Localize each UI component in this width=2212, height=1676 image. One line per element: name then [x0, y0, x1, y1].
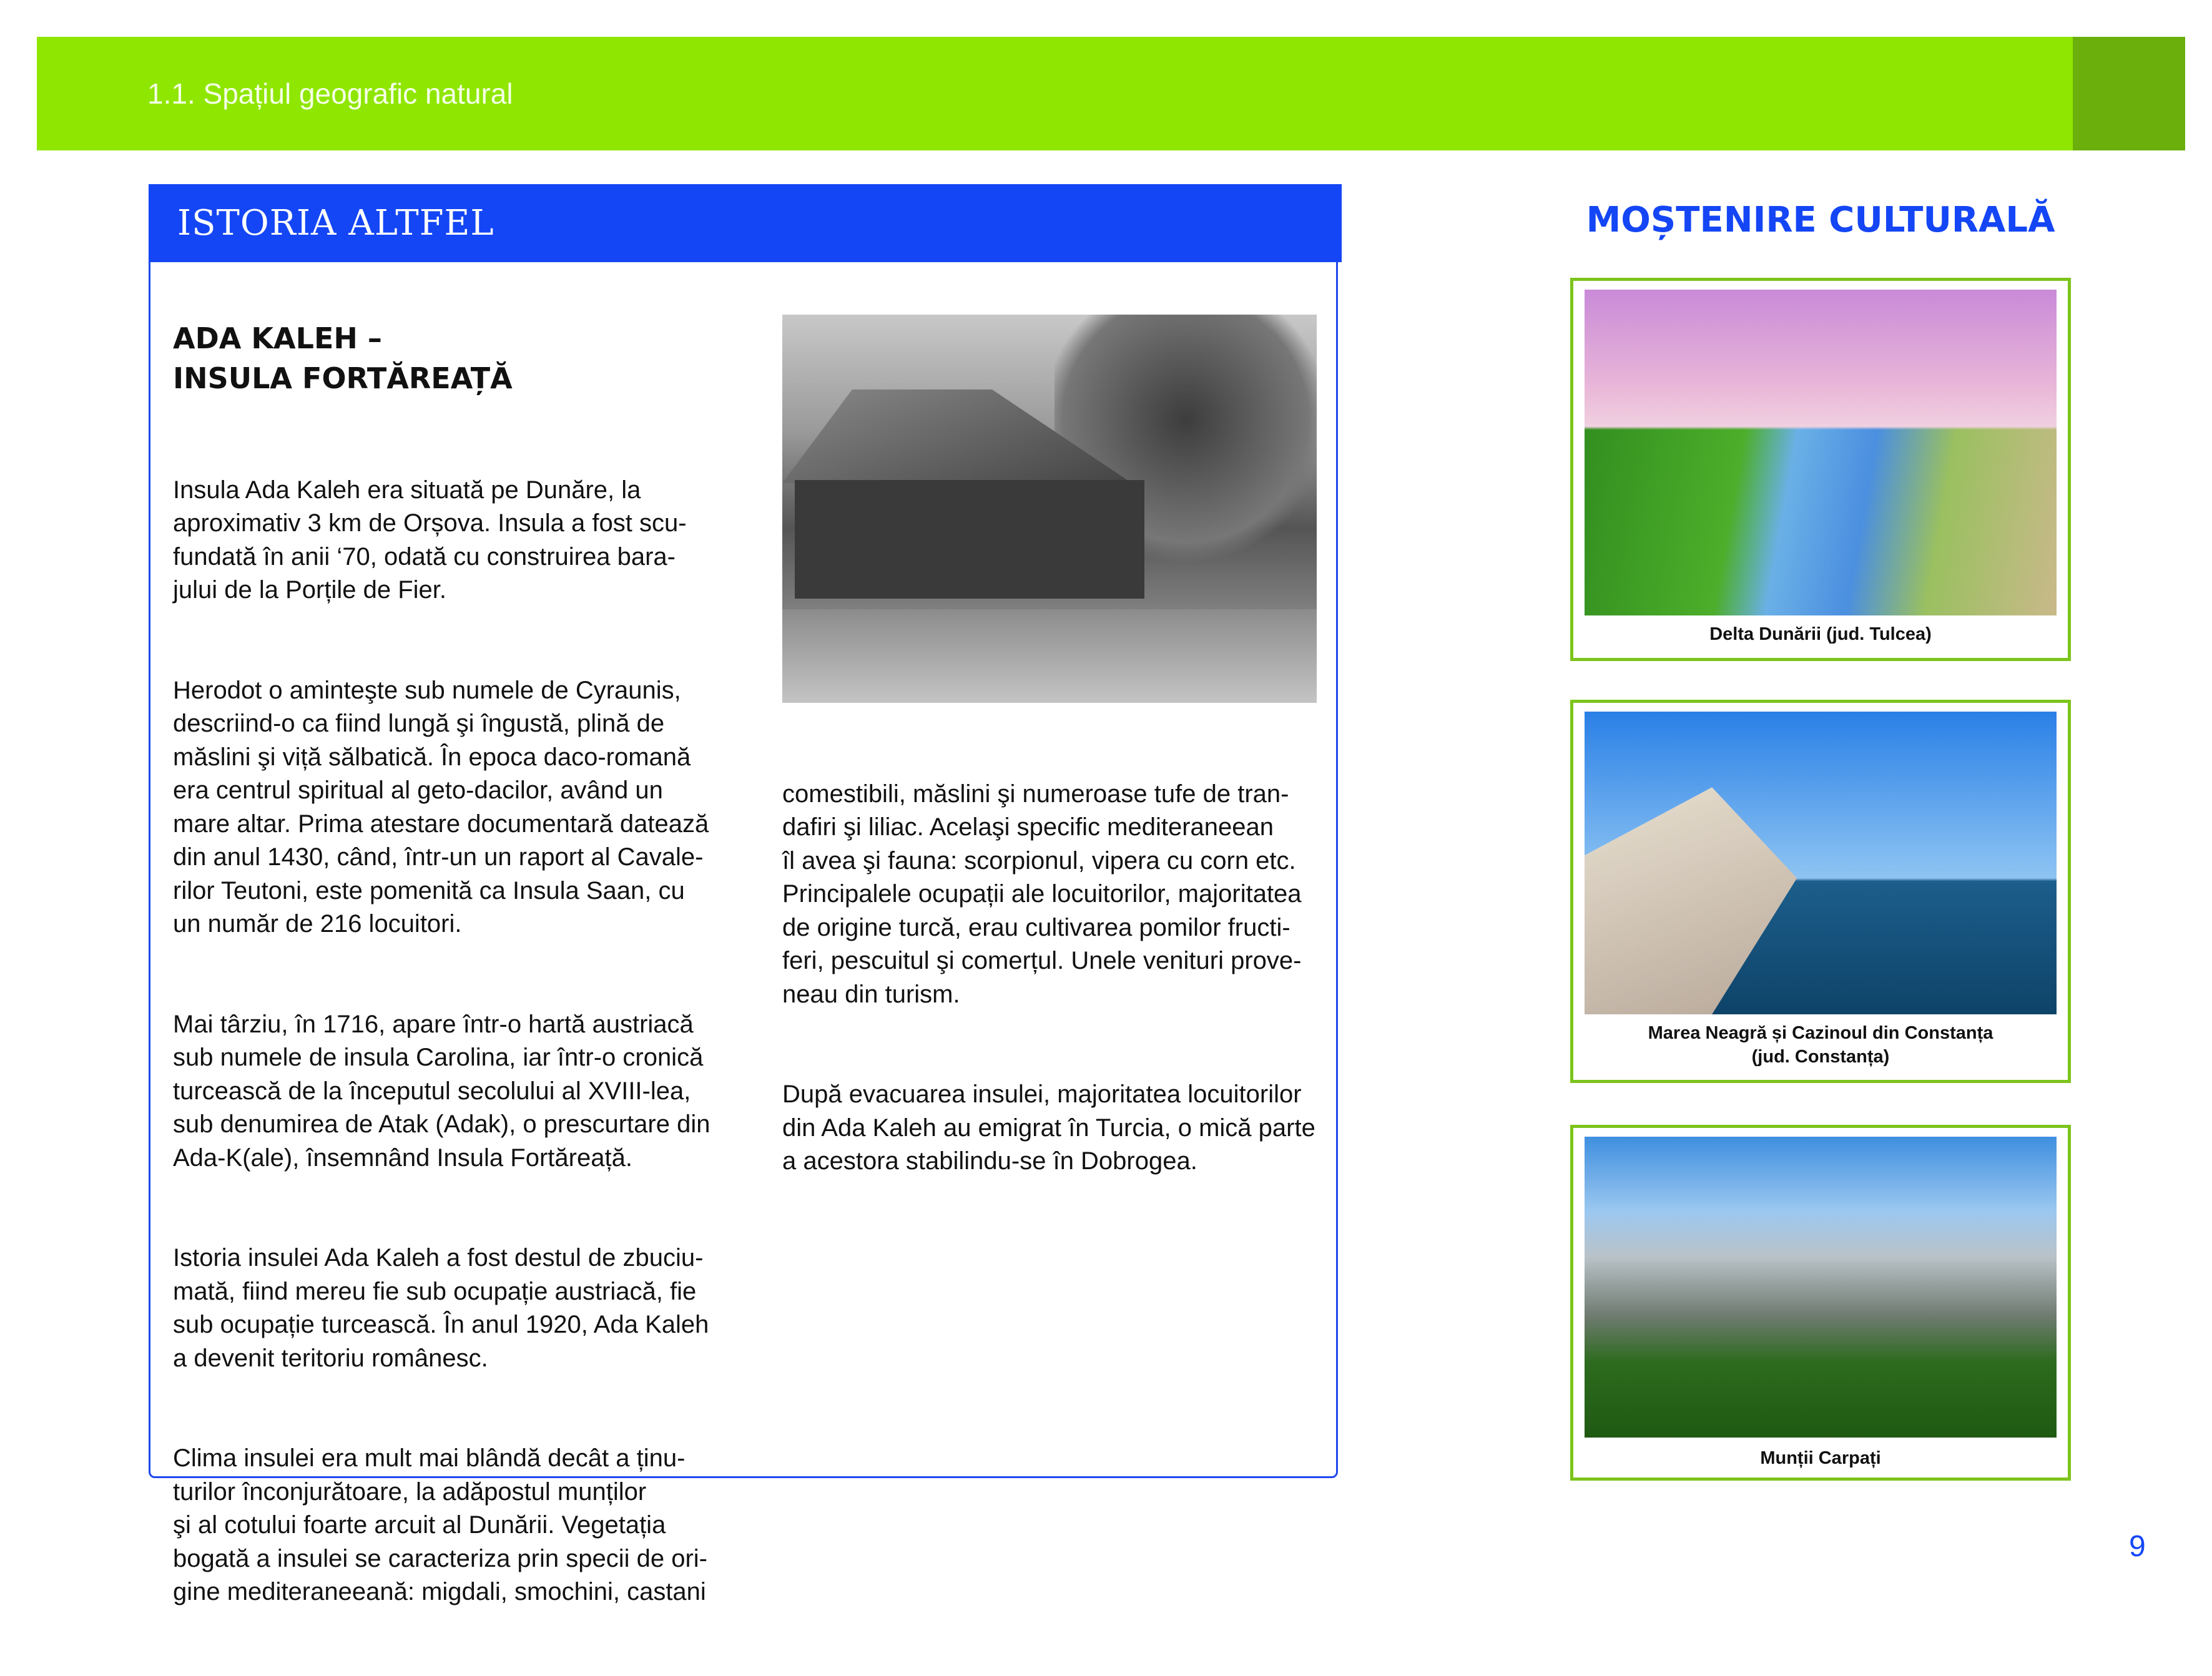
- article-heading: ADA KALEH – INSULA FORTĂREAȚĂ: [173, 321, 513, 395]
- photo-ground: [782, 609, 1317, 703]
- history-box-title: ISTORIA ALTFEL: [177, 203, 494, 243]
- card-caption: Marea Neagră și Cazinoul din Constanța (jud. Constanța): [1648, 1023, 1993, 1067]
- cultural-heritage-title: MOȘTENIRE CULTURALĂ: [1586, 200, 2055, 240]
- paragraph: Mai târziu, în 1716, apare într-o hartă austriacă sub numele de insula Carolina, iar într-o cronică turcească de la începutul secolului al XVIII-lea, sub denumirea de Atak (Adak), o prescurtare din Ada-K(ale), însemnând Insula Fortăreață.: [173, 1010, 710, 1172]
- paragraph: După evacuarea insulei, majoritatea locuitorilor din Ada Kaleh au emigrat în Turcia, o mică parte a acestora stabilindu-se în Dobrogea.: [782, 1081, 1315, 1175]
- paragraph: Istoria insulei Ada Kaleh a fost destul de zbuciu- mată, fiind mereu fie sub ocupație austriacă, fie sub ocupație turcească. În anul 1920, Ada Kaleh a devenit teritoriu românesc.: [173, 1244, 709, 1372]
- carpathian-mountains-image: [1585, 1137, 2057, 1438]
- paragraph: Herodot o aminteşte sub numele de Cyraunis, descriind-o ca fiind lungă şi îngustă, plină de măslini şi viță sălbatică. În epoca daco-romană era centrul spiritual al geto-dacilor, având un mare altar. Prima atestare documentară datează din anul 1430, când, într-un un raport al Cavale- rilor Teutoni, este pomenită ca Insula Saan, cu un număr de 216 locuitori.: [173, 676, 709, 938]
- history-box-header: [149, 184, 1342, 262]
- constanta-casino-image: [1585, 712, 2057, 1014]
- paragraph: comestibili, măslini şi numeroase tufe de tran- dafiri şi liliac. Acelaşi specific mediteraneean îl avea şi fauna: scorpionul, vipera cu corn etc. Principalele ocupații ale locuitorilor, majoritatea de origine turcă, erau cultivarea pomilor fructi- feri, pescuitul şi comerțul. Unele venituri prove- neau din turism.: [782, 780, 1302, 1008]
- header-accent-square: [2073, 37, 2185, 150]
- photo-house: [795, 480, 1144, 599]
- card-caption: Delta Dunării (jud. Tulcea): [1709, 624, 1932, 644]
- card-caption: Munții Carpați: [1760, 1448, 1881, 1468]
- heritage-card-danube-delta: [1570, 278, 2071, 661]
- heritage-card-carpathians: [1570, 1125, 2071, 1481]
- right-column: [782, 744, 1332, 1245]
- page-number: 9: [2129, 1530, 2146, 1563]
- ada-kaleh-historic-photo: [782, 315, 1317, 703]
- paragraph: Insula Ada Kaleh era situată pe Dunăre, la aproximativ 3 km de Orșova. Insula a fost scu- fundată în anii ‘70, odată cu construirea bara- jului de la Porțile de Fier.: [173, 476, 687, 604]
- paragraph: Clima insulei era mult mai blândă decât a ținu- turilor înconjurătoare, la adăpostul munților şi al cotului foarte arcuit al Dunării. Vegetația bogată a insulei se caracteriza prin specii de ori- gine mediteraneeană: migdali, smochini, castani: [173, 1444, 707, 1605]
- danube-delta-image: [1585, 290, 2057, 615]
- left-column: [173, 440, 722, 1676]
- heritage-card-black-sea: [1570, 700, 2071, 1083]
- section-header-bar: [37, 37, 2185, 150]
- section-title: 1.1. Spațiul geografic natural: [147, 77, 513, 110]
